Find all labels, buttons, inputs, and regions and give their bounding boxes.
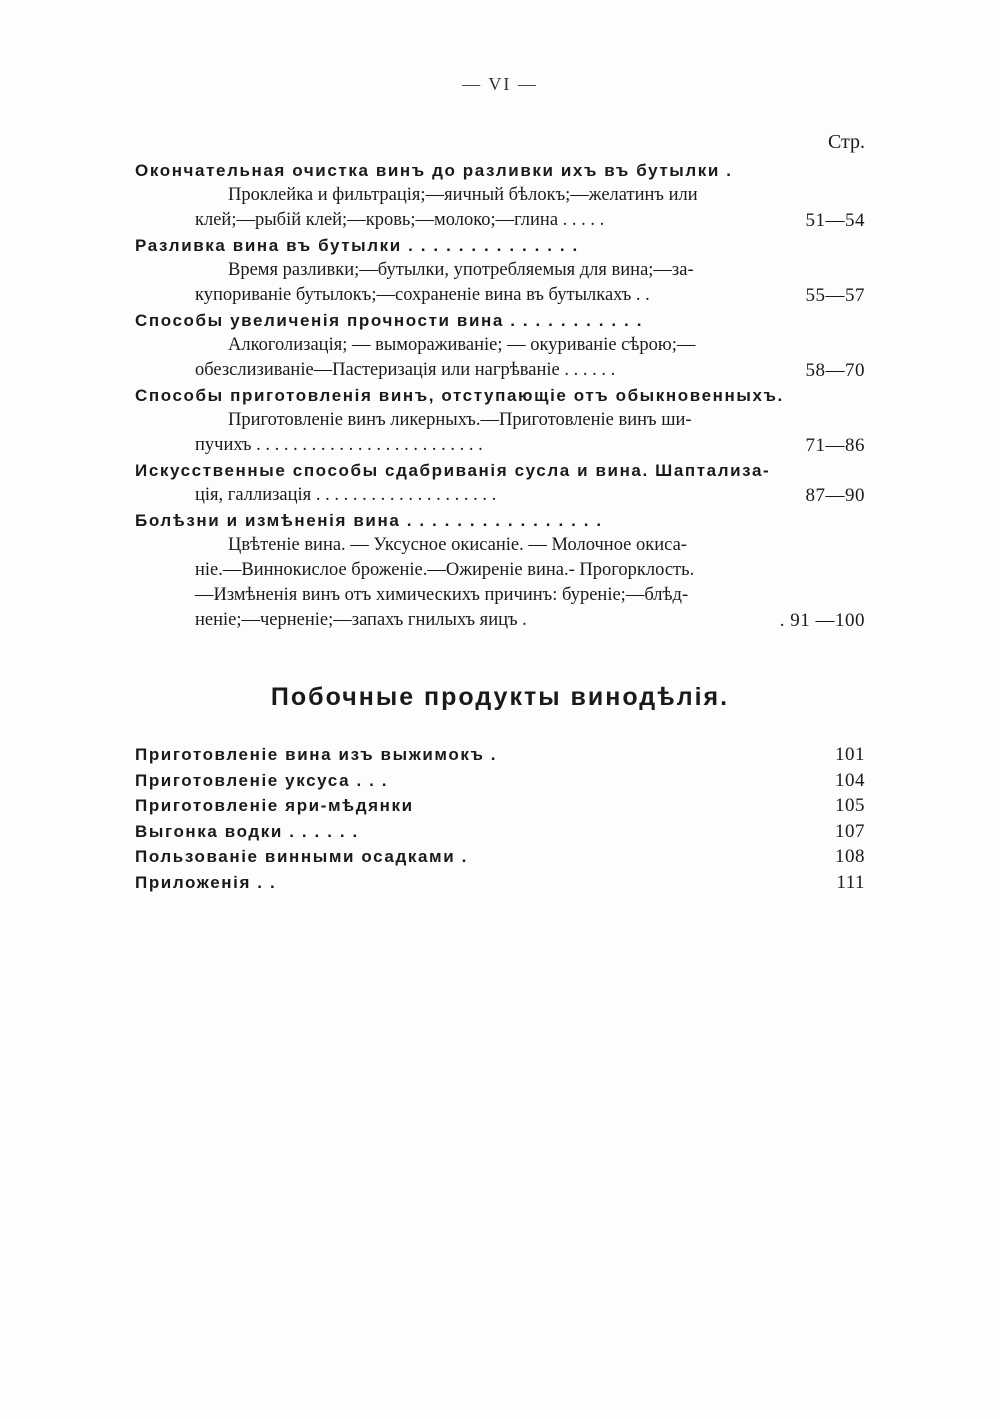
toc-entry (135, 408, 865, 433)
toc-entry (135, 283, 865, 308)
byproducts-contents (135, 742, 865, 895)
toc-entry-text: Алкоголизація; — вымораживаніе; — окуриваніе сѣрою;— (228, 335, 696, 355)
toc-entry-page: 58—70 (805, 360, 865, 381)
toc-entry (135, 258, 865, 283)
toc-entry-text: Болѣзни и измѣненія вина . . . . . . . . . . . . . . . . (135, 511, 603, 530)
toc-entry-page: . 91 —100 (779, 610, 865, 631)
toc-entry (135, 793, 865, 819)
toc-entry-text: Цвѣтеніе вина. — Уксусное окисаніе. — Молочное окиса- (228, 535, 687, 555)
toc-entry (135, 483, 865, 508)
toc-entry (135, 819, 865, 845)
toc-entry-text: неніе;—черненіе;—запахъ гнилыхъ яицъ . (195, 610, 527, 630)
toc-entry-page: 105 (835, 795, 865, 816)
toc-entry (135, 358, 865, 383)
toc-entry-page: 87—90 (805, 485, 865, 506)
toc-entry (135, 870, 865, 896)
toc-entry-text: Приготовленіе яри-мѣдянки (135, 796, 414, 815)
toc-entry (135, 583, 865, 608)
toc-entry (135, 333, 865, 358)
toc-entry (135, 158, 865, 183)
page-number: — VI — (462, 74, 538, 94)
page-column-header: Стр. (827, 131, 865, 153)
toc-entry (135, 308, 865, 333)
toc-entry-text: ніе.—Виннокислое броженіе.—Ожиреніе вина.- Прогорклость. (195, 560, 695, 580)
toc-entry-text: Окончательная очистка винъ до разливки ихъ въ бутылки . (135, 161, 733, 180)
toc-entry-page: 104 (835, 769, 865, 791)
toc-entry-text: Приложенія . . (135, 872, 277, 892)
toc-entry-text: обезслизиваніе—Пастеризація или нагрѣваніе . . . . . . (195, 360, 616, 380)
toc-entry (135, 742, 865, 768)
toc-entry-text: Приготовленіе уксуса . . . (135, 770, 389, 790)
toc-entry (135, 233, 865, 258)
toc-entry (135, 608, 865, 633)
toc-entry (135, 208, 865, 233)
toc-entry (135, 433, 865, 458)
toc-entry-text: ція, галлизація . . . . . . . . . . . . . . . . . . . . (195, 485, 497, 505)
toc-entry-page: 107 (835, 820, 865, 842)
toc-entry-page: 71—86 (805, 435, 865, 456)
toc-entry (135, 508, 865, 533)
toc-entry-text: Приготовленіе вина изъ выжимокъ . (135, 745, 498, 764)
toc-entry (135, 558, 865, 583)
toc-entry (135, 458, 865, 483)
toc-entry (135, 383, 865, 408)
toc-entry-text: Выгонка водки . . . . . . (135, 821, 359, 841)
toc-entry-text: Способы увеличенія прочности вина . . . . . . . . . . . (135, 311, 644, 330)
toc-entry (135, 183, 865, 208)
toc-entry-text: Пользованіе винными осадками . (135, 847, 468, 866)
toc-entry (135, 844, 865, 870)
section-title: Побочные продукты винодѣлія. (270, 683, 730, 711)
toc-entry (135, 768, 865, 794)
toc-entry-text: клей;—рыбій клей;—кровь;—молоко;—глина . . . . . (195, 210, 605, 230)
table-of-contents (135, 158, 865, 633)
toc-entry-text: —Измѣненія винъ отъ химическихъ причинъ: буреніе;—блѣд- (195, 585, 689, 605)
toc-entry-text: пучихъ . . . . . . . . . . . . . . . . . . . . . . . . . (195, 435, 483, 455)
toc-entry-page: 101 (835, 744, 865, 765)
toc-entry-text: Проклейка и фильтрація;—яичный бѣлокъ;—желатинъ или (228, 185, 698, 205)
toc-entry-text: Способы приготовленія винъ, отступающіе отъ обыкновенныхъ. (135, 386, 784, 405)
toc-entry-text: купориваніе бутылокъ;—сохраненіе вина въ бутылкахъ . . (195, 285, 650, 305)
toc-entry-page: 55—57 (805, 285, 865, 306)
toc-entry-text: Искусственные способы сдабриванія сусла и вина. Шаптализа- (135, 461, 771, 480)
toc-entry-text: Приготовленіе винъ ликерныхъ.—Приготовленіе винъ ши- (228, 410, 692, 430)
toc-entry-page: 51—54 (805, 210, 865, 231)
toc-entry-page: 108 (835, 846, 865, 867)
toc-entry-page: 111 (836, 871, 865, 893)
toc-entry-text: Разливка вина въ бутылки . . . . . . . . . . . . . . (135, 236, 579, 255)
toc-entry-text: Время разливки;—бутылки, употребляемыя для вина;—за- (228, 260, 694, 280)
toc-entry (135, 533, 865, 558)
